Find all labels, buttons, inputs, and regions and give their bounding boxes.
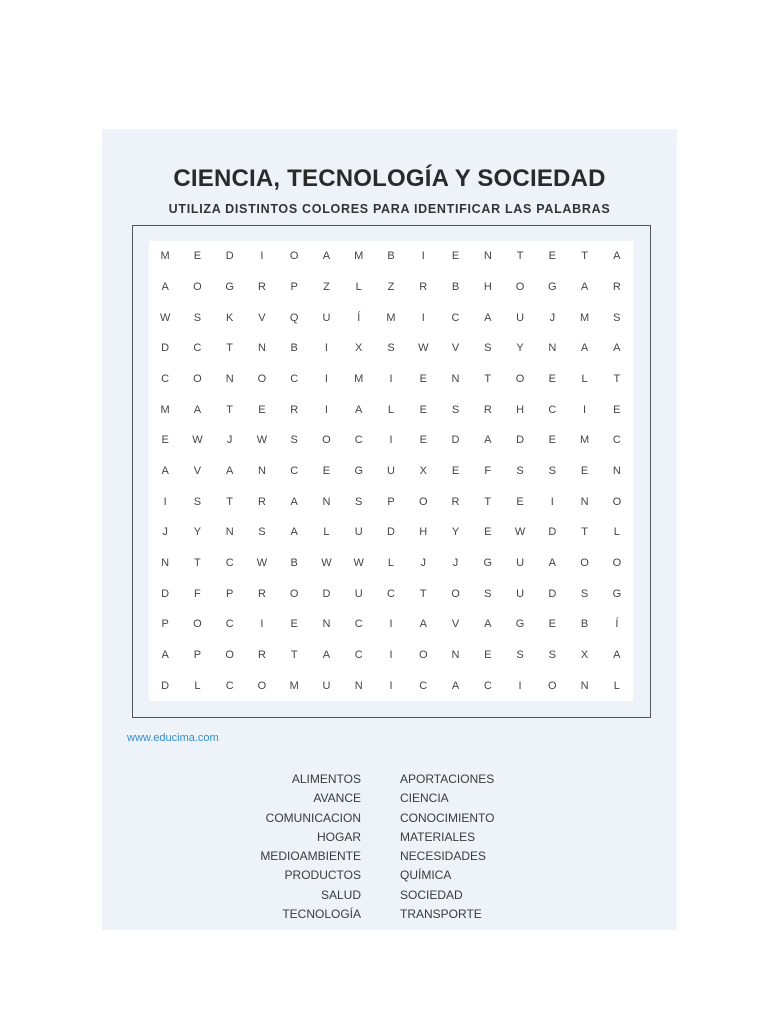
word-list-item: NECESIDADES (400, 849, 487, 864)
grid-cell[interactable]: W (256, 556, 268, 569)
grid-cell[interactable]: Í (615, 618, 619, 631)
grid-cell[interactable]: C (225, 618, 234, 631)
grid-cell[interactable]: I (389, 372, 393, 385)
grid-cell[interactable]: O (322, 434, 331, 447)
grid-cell[interactable]: R (257, 495, 266, 508)
grid-cell[interactable]: V (258, 311, 266, 324)
grid-cell[interactable]: O (418, 495, 428, 508)
grid-cell[interactable]: E (258, 403, 266, 416)
grid-cell[interactable]: M (580, 434, 590, 447)
grid-cell[interactable]: C (483, 679, 492, 692)
grid-cell[interactable]: A (613, 342, 621, 355)
grid-cell[interactable]: C (225, 679, 234, 692)
grid-cell[interactable]: N (225, 526, 234, 539)
grid-cell[interactable]: C (290, 372, 299, 385)
grid-cell[interactable]: E (419, 403, 427, 416)
grid-cell[interactable]: E (516, 495, 524, 508)
grid-cell[interactable]: T (419, 587, 427, 600)
grid-cell[interactable]: N (257, 342, 266, 355)
grid-cell[interactable]: M (354, 372, 364, 385)
grid-cell[interactable]: T (226, 342, 234, 355)
grid-cell[interactable]: T (226, 403, 234, 416)
grid-cell[interactable]: L (613, 526, 620, 539)
grid-cell[interactable]: C (193, 342, 202, 355)
grid-cell[interactable]: G (612, 587, 622, 600)
grid-cell[interactable]: A (580, 280, 589, 293)
grid-cell[interactable]: H (483, 280, 492, 293)
grid-cell[interactable]: U (354, 587, 363, 600)
grid-cell[interactable]: A (161, 648, 169, 661)
grid-cell[interactable]: C (354, 434, 363, 447)
grid-cell[interactable]: X (355, 342, 363, 355)
grid-cell[interactable]: S (193, 495, 202, 508)
grid-cell[interactable]: T (194, 556, 201, 569)
grid-cell[interactable]: I (324, 372, 328, 385)
grid-cell[interactable]: S (548, 464, 556, 477)
grid-cell[interactable]: I (583, 403, 587, 416)
word-list-item: AVANCE (313, 791, 361, 806)
grid-cell[interactable]: R (419, 280, 428, 293)
grid-cell[interactable]: I (389, 648, 393, 661)
grid-cell[interactable]: E (548, 434, 556, 447)
grid-cell[interactable]: V (451, 342, 460, 355)
word-list-item: CIENCIA (400, 791, 449, 806)
word-list-item: ALIMENTOS (291, 772, 361, 786)
grid-cell[interactable]: O (225, 648, 234, 661)
grid-cell[interactable]: T (290, 648, 298, 661)
grid-cell[interactable]: Í (357, 311, 361, 324)
grid-cell[interactable]: N (354, 679, 363, 692)
grid-cell[interactable]: U (516, 587, 525, 600)
grid-cell[interactable]: D (516, 434, 525, 447)
grid-cell[interactable]: N (580, 495, 589, 508)
grid-cell[interactable]: C (290, 464, 299, 477)
grid-cell[interactable]: A (161, 280, 169, 293)
grid-cell[interactable]: B (290, 342, 298, 355)
grid-cell[interactable]: I (260, 250, 264, 263)
grid-cell[interactable]: U (516, 311, 525, 324)
grid-cell[interactable]: D (161, 587, 170, 600)
grid-cell[interactable]: C (612, 434, 621, 447)
grid-cell[interactable]: N (451, 372, 460, 385)
grid-cell[interactable]: B (580, 618, 589, 631)
grid-cell[interactable]: C (354, 648, 363, 661)
grid-cell[interactable]: F (194, 587, 201, 600)
grid-cell[interactable]: V (193, 464, 202, 477)
grid-cell[interactable]: M (580, 311, 590, 324)
word-list-item: PRODUCTOS (284, 868, 361, 883)
grid-cell[interactable]: E (548, 372, 556, 385)
grid-cell[interactable]: O (257, 372, 267, 385)
grid-cell[interactable]: O (193, 280, 202, 293)
grid-cell[interactable]: T (226, 495, 234, 508)
grid-cell[interactable]: M (160, 403, 170, 416)
grid-cell[interactable]: T (613, 372, 621, 385)
word-list-item: QUÍMICA (400, 868, 452, 883)
grid-cell[interactable]: A (322, 250, 331, 263)
grid-cell[interactable]: X (580, 648, 589, 661)
grid-cell[interactable]: S (355, 495, 363, 508)
grid-cell[interactable]: O (612, 556, 622, 569)
grid-cell[interactable]: I (389, 679, 393, 692)
grid-cell[interactable]: A (161, 464, 169, 477)
grid-cell[interactable]: A (355, 403, 363, 416)
grid-cell[interactable]: O (515, 372, 525, 385)
grid-cell[interactable]: I (163, 495, 167, 508)
grid-cell[interactable]: G (225, 280, 234, 293)
grid-cell[interactable]: C (354, 618, 363, 631)
grid-cell[interactable]: A (290, 526, 298, 539)
grid-cell[interactable]: A (613, 648, 621, 661)
grid-cell[interactable]: A (484, 311, 492, 324)
grid-cell[interactable]: D (225, 250, 234, 263)
grid-cell[interactable]: T (484, 495, 492, 508)
grid-cell[interactable]: U (322, 311, 331, 324)
grid-cell[interactable]: J (420, 556, 426, 569)
grid-cell[interactable]: A (548, 556, 556, 569)
grid-cell[interactable]: O (580, 556, 589, 569)
grid-cell[interactable]: R (290, 403, 299, 416)
grid-cell[interactable]: C (419, 679, 428, 692)
grid-cell[interactable]: S (193, 311, 202, 324)
grid-cell[interactable]: O (193, 618, 202, 631)
grid-cell[interactable]: S (290, 434, 298, 447)
word-list-item: HOGAR (316, 829, 361, 844)
grid-cell[interactable]: D (451, 434, 460, 447)
worksheet (102, 129, 677, 930)
grid-cell[interactable]: E (290, 618, 298, 631)
grid-cell[interactable]: A (290, 495, 298, 508)
grid-cell[interactable]: W (353, 556, 364, 569)
instructions: UTILIZA DISTINTOS COLORES PARA IDENTIFICAR LAS PALABRAS (168, 202, 611, 216)
grid-cell[interactable]: L (323, 526, 330, 539)
grid-cell[interactable]: B (451, 280, 460, 293)
grid-cell[interactable]: O (257, 679, 267, 692)
grid-cell[interactable]: G (515, 618, 525, 631)
grid-cell[interactable]: S (484, 342, 492, 355)
grid-cell[interactable]: Y (193, 526, 202, 539)
grid-cell[interactable]: U (516, 556, 525, 569)
grid-cell[interactable]: N (548, 342, 557, 355)
grid-cell[interactable]: M (354, 250, 364, 263)
grid-cell[interactable]: I (324, 342, 328, 355)
grid-cell[interactable]: S (548, 648, 556, 661)
grid-cell[interactable]: O (515, 280, 525, 293)
grid-cell[interactable]: Q (289, 311, 299, 324)
grid-cell[interactable]: P (290, 280, 298, 293)
grid-cell[interactable]: E (322, 464, 331, 477)
grid-cell[interactable]: D (161, 679, 170, 692)
grid-cell[interactable]: T (484, 372, 492, 385)
grid-cell[interactable]: T (581, 526, 588, 539)
grid-cell[interactable]: E (193, 250, 202, 263)
grid-cell[interactable]: S (516, 464, 524, 477)
grid-cell[interactable]: I (518, 679, 522, 692)
grid-cell[interactable]: U (387, 464, 395, 477)
grid-cell[interactable]: L (387, 403, 395, 416)
grid-cell[interactable]: N (225, 372, 234, 385)
grid-cell[interactable]: D (548, 587, 557, 600)
word-list-item: SALUD (320, 887, 361, 902)
grid-cell[interactable]: D (548, 526, 557, 539)
grid-cell[interactable]: Y (516, 342, 524, 355)
grid-cell[interactable]: W (159, 311, 171, 324)
grid-cell[interactable]: N (161, 556, 170, 569)
grid-cell[interactable]: J (226, 434, 233, 447)
grid-cell[interactable]: O (193, 372, 202, 385)
grid-cell[interactable]: A (419, 618, 427, 631)
grid-cell[interactable]: H (516, 403, 525, 416)
source-link[interactable]: www.educima.com (127, 732, 219, 744)
grid-cell[interactable]: I (389, 618, 393, 631)
grid-cell[interactable]: R (483, 403, 492, 416)
grid-cell[interactable]: E (484, 648, 492, 661)
grid-cell[interactable]: I (421, 250, 425, 263)
word-list-item: MEDIOAMBIENTE (260, 849, 361, 864)
grid-cell[interactable]: R (257, 587, 266, 600)
grid-cell[interactable]: S (613, 311, 621, 324)
word-list-item: APORTACIONES (400, 772, 495, 786)
grid-cell[interactable]: S (516, 648, 524, 661)
grid-cell[interactable]: C (225, 556, 234, 569)
grid-cell[interactable]: H (419, 526, 428, 539)
grid-cell[interactable]: J (549, 311, 556, 324)
grid-cell[interactable]: E (613, 403, 621, 416)
grid-cell[interactable]: V (451, 618, 460, 631)
grid-cell[interactable]: P (225, 587, 234, 600)
word-list-right (400, 770, 494, 924)
grid-cell[interactable]: A (484, 434, 492, 447)
grid-cell[interactable]: A (484, 618, 492, 631)
word-list-item: COMUNICACION (265, 810, 361, 825)
grid-cell[interactable]: N (322, 618, 331, 631)
grid-cell[interactable]: R (612, 280, 621, 293)
letter-grid (149, 241, 633, 701)
grid-cell[interactable]: O (289, 587, 299, 600)
grid-cell[interactable]: S (484, 587, 492, 600)
word-list-item: SOCIEDAD (400, 887, 463, 902)
grid-cell[interactable]: E (451, 250, 460, 263)
grid-cell[interactable]: I (260, 618, 264, 631)
grid-cell[interactable]: C (548, 403, 557, 416)
grid-cell[interactable]: R (257, 648, 266, 661)
grid-cell[interactable]: P (161, 618, 169, 631)
grid-cell[interactable]: O (418, 648, 428, 661)
word-list-item: CONOCIMIENTO (400, 810, 495, 825)
grid-cell[interactable]: L (613, 679, 620, 692)
grid-cell[interactable]: E (484, 526, 492, 539)
grid-cell[interactable]: B (387, 250, 395, 263)
grid-cell[interactable]: M (289, 679, 299, 692)
grid-cell[interactable]: D (161, 342, 170, 355)
grid-cell[interactable]: R (451, 495, 460, 508)
grid-cell[interactable]: N (322, 495, 331, 508)
grid-cell[interactable]: T (516, 250, 524, 263)
grid-cell[interactable]: U (354, 526, 363, 539)
grid-cell[interactable]: C (387, 587, 395, 600)
grid-cell[interactable]: M (386, 311, 396, 324)
grid-cell[interactable]: N (483, 250, 492, 263)
grid-cell[interactable]: W (192, 434, 203, 447)
grid-cell[interactable]: P (387, 495, 395, 508)
grid-cell[interactable]: L (355, 280, 362, 293)
grid-cell[interactable]: S (451, 403, 460, 416)
grid-cell[interactable]: G (483, 556, 493, 569)
grid-cell[interactable]: E (548, 250, 556, 263)
grid-cell[interactable]: Z (323, 280, 330, 293)
grid-cell[interactable]: G (354, 464, 363, 477)
word-list-item: MATERIALES (400, 829, 476, 844)
grid-cell[interactable]: A (193, 403, 202, 416)
grid-cell[interactable]: O (548, 679, 557, 692)
grid-cell[interactable]: A (613, 250, 621, 263)
grid-cell[interactable]: W (514, 526, 526, 539)
grid-cell[interactable]: C (161, 372, 170, 385)
grid-cell[interactable]: I (421, 311, 425, 324)
grid-cell[interactable]: N (612, 464, 621, 477)
word-search-frame (132, 225, 651, 718)
grid-cell[interactable]: I (324, 403, 328, 416)
grid-cell[interactable]: O (451, 587, 460, 600)
grid-cell[interactable]: E (548, 618, 556, 631)
grid-cell[interactable]: A (322, 648, 331, 661)
grid-cell[interactable]: C (451, 311, 460, 324)
grid-cell[interactable]: O (612, 495, 622, 508)
grid-cell[interactable]: E (419, 434, 427, 447)
grid-cell[interactable]: E (451, 464, 460, 477)
grid-cell[interactable]: S (387, 342, 395, 355)
grid-cell[interactable]: O (289, 250, 299, 263)
grid-cell[interactable]: A (225, 464, 234, 477)
grid-cell[interactable]: P (193, 648, 202, 661)
grid-cell[interactable]: S (580, 587, 589, 600)
grid-cell[interactable]: I (550, 495, 554, 508)
grid-cell[interactable]: M (160, 250, 170, 263)
word-list-left (260, 770, 361, 924)
grid-cell[interactable]: D (387, 526, 395, 539)
word-list-item: TECNOLOGÍA (282, 907, 361, 922)
grid-cell[interactable]: Y (451, 526, 460, 539)
grid-cell[interactable]: A (451, 679, 460, 692)
word-list-item: TRANSPORTE (400, 907, 482, 922)
grid-cell[interactable]: F (484, 464, 492, 477)
grid-cell[interactable]: S (258, 526, 266, 539)
grid-cell[interactable]: E (161, 434, 169, 447)
grid-cell[interactable]: J (452, 556, 459, 569)
grid-cell[interactable]: W (418, 342, 429, 355)
grid-cell[interactable]: W (321, 556, 332, 569)
grid-cell[interactable]: X (419, 464, 427, 477)
grid-cell[interactable]: L (581, 372, 588, 385)
grid-cell[interactable]: I (389, 434, 393, 447)
grid-cell[interactable]: A (580, 342, 589, 355)
grid-cell[interactable]: N (580, 679, 589, 692)
grid-cell[interactable]: E (580, 464, 589, 477)
grid-cell[interactable]: K (225, 311, 234, 324)
grid-cell[interactable]: L (387, 556, 395, 569)
grid-cell[interactable]: R (257, 280, 266, 293)
grid-cell[interactable]: T (581, 250, 588, 263)
grid-cell[interactable]: D (322, 587, 331, 600)
grid-cell[interactable]: L (194, 679, 201, 692)
grid-cell[interactable]: N (451, 648, 460, 661)
grid-cell[interactable]: W (256, 434, 268, 447)
grid-cell[interactable]: E (419, 372, 427, 385)
grid-cell[interactable]: Z (387, 280, 395, 293)
grid-cell[interactable]: N (257, 464, 266, 477)
grid-cell[interactable]: U (322, 679, 331, 692)
grid-cell[interactable]: G (548, 280, 557, 293)
page-title: CIENCIA, TECNOLOGÍA Y SOCIEDAD (173, 165, 606, 192)
grid-cell[interactable]: J (162, 526, 168, 539)
grid-cell[interactable]: B (290, 556, 298, 569)
